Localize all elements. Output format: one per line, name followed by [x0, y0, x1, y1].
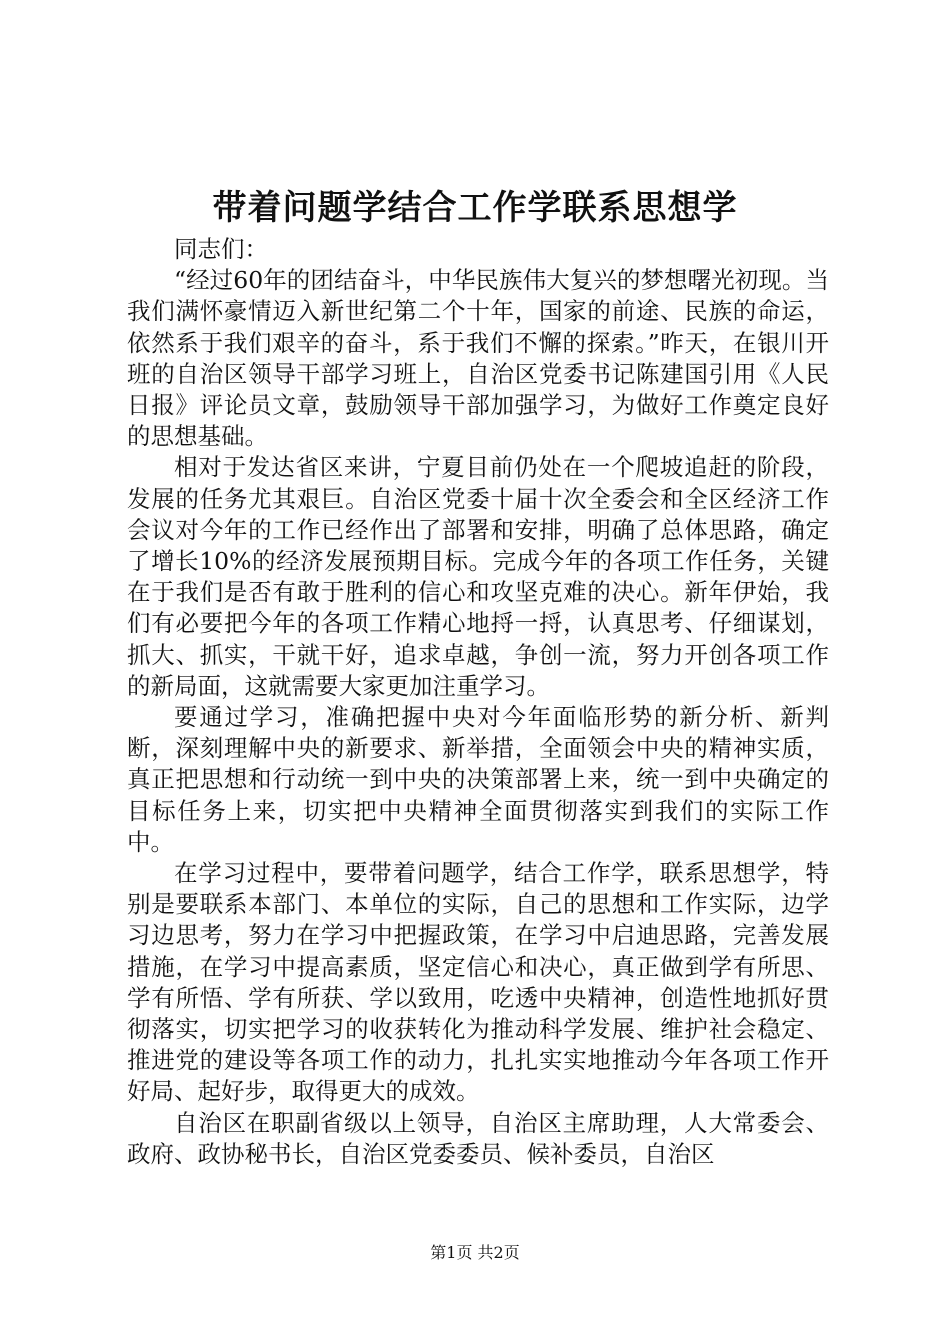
salutation: 同志们：: [174, 235, 268, 263]
page-footer: 第1页 共2页: [430, 1243, 520, 1262]
paragraph-2: 相对于发达省区来讲，宁夏目前仍处在一个爬坡追赶的阶段，发展的任务尤其艰巨。自治区党委十届十次全委会和全区经济工作会议对今年的工作已经作出了部署和安排，明确了总体思路，确定了增长10%的经济发展预期目标。完成今年的各项工作任务，关键在于我们是否有敢于胜利的信心和攻坚克难的决心。新年伊始，我们有必要把今年的各项工作精心地捋一捋，认真思考、仔细谋划，抓大、抓实，干就干好，追求卓越，争创一流，努力开创各项工作的新局面，这就需要大家更加注重学习。: [127, 453, 829, 700]
document-body: [127, 234, 829, 1170]
document-title: 带着问题学结合工作学联系思想学: [212, 188, 738, 228]
paragraph-5: 自治区在职副省级以上领导，自治区主席助理，人大常委会、政府、政协秘书长，自治区党委委员、候补委员，自治区: [127, 1108, 829, 1168]
paragraph-1: “经过60年的团结奋斗，中华民族伟大复兴的梦想曙光初现。当我们满怀豪情迈入新世纪第二个十年，国家的前途、民族的命运，依然系于我们艰辛的奋斗，系于我们不懈的探索。”昨天，在银川开班的自治区领导干部学习班上，自治区党委书记陈建国引用《人民日报》评论员文章，鼓励领导干部加强学习，为做好工作奠定良好的思想基础。: [127, 266, 829, 451]
paragraph-4: 在学习过程中，要带着问题学，结合工作学，联系思想学，特别是要联系本部门、本单位的实际，自己的思想和工作实际，边学习边思考，努力在学习中把握政策，在学习中启迪思路，完善发展措施，在学习中提高素质，坚定信心和决心，真正做到学有所思、学有所悟、学有所获、学以致用，吃透中央精神，创造性地抓好贯彻落实，切实把学习的收获转化为推动科学发展、维护社会稳定、推进党的建设等各项工作的动力，扎扎实实地推动今年各项工作开好局、起好步，取得更大的成效。: [127, 859, 829, 1106]
paragraph-3: 要通过学习，准确把握中央对今年面临形势的新分析、新判断，深刻理解中央的新要求、新举措，全面领会中央的精神实质，真正把思想和行动统一到中央的决策部署上来，统一到中央确定的目标任务上来，切实把中央精神全面贯彻落实到我们的实际工作中。: [127, 703, 829, 856]
